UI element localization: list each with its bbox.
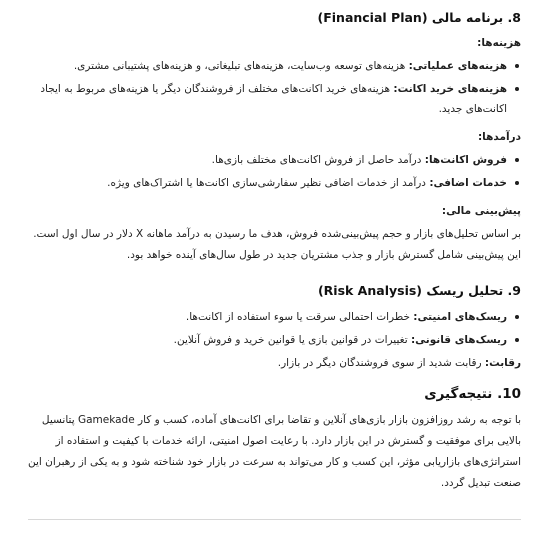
list-item [24,353,521,373]
item-label: ریسک‌های قانونی: [410,334,507,346]
item-text: هزینه‌های توسعه وب‌سایت، هزینه‌های تبلیغاتی، و هزینه‌های پشتیبانی مشتری. [73,60,409,72]
section-10-heading: 10. نتیجه‌گیری [424,386,521,402]
divider [28,519,521,520]
list-item [24,150,521,170]
item-label: ریسک‌های امنیتی: [413,311,507,323]
item-text: درآمد از خدمات اضافی نظیر سفارشی‌سازی اکانت‌ها یا اشتراک‌های ویژه. [107,177,430,189]
conclusion-paragraph: با توجه به رشد روزافزون بازار بازی‌های آنلاین و تقاضا برای اکانت‌های آماده، کسب و کار Gamekade پتانسیل بالایی برای موفقیت و گسترش در این بازار دارد. با رعایت اصول امنیتی، ارائه خدمات با کیفیت و استفاده از استراتژی‌های بازاریابی مؤثر، این کسب و کار می‌تواند به سرعت در بازار خود شناخته شود و به یکی از رهبران این صنعت تبدیل گردد. [28,414,521,489]
item-label: رقابت: [484,357,521,369]
item-text: رقابت شدید از سوی فروشندگان دیگر در بازار. [277,357,485,369]
item-text: خطرات احتمالی سرقت یا سوء استفاده از اکانت‌ها. [185,311,414,323]
risks-list [24,307,521,373]
list-item [24,307,521,327]
list-item [24,330,521,350]
list-item [24,79,521,119]
section-8-heading: 8. برنامه مالی (Financial Plan) [317,10,521,25]
section-9-heading: 9. تحلیل ریسک (Risk Analysis) [317,283,521,298]
item-text: هزینه‌های خرید اکانت‌های مختلف از فروشندگان دیگر یا هزینه‌های مربوط به ایجاد اکانت‌های جدید. [40,83,507,115]
income-heading: درآمدها: [477,131,521,143]
item-label: هزینه‌های خرید اکانت: [393,83,507,95]
forecast-paragraph: بر اساس تحلیل‌های بازار و حجم پیش‌بینی‌شده فروش، هدف ما رسیدن به درآمد ماهانه X دلار در سال اول است. این پیش‌بینی شامل گسترش بازار و جذب مشتریان جدید در طول سال‌های آینده خواهد بود. [33,228,521,261]
item-text: تغییرات در قوانین بازی یا قوانین خرید و فروش آنلاین. [173,334,411,346]
costs-list [24,56,521,119]
list-item [24,56,521,76]
item-text: درآمد حاصل از فروش اکانت‌های مختلف بازی‌ها. [211,154,425,166]
costs-heading: هزینه‌ها: [477,37,521,49]
item-label: فروش اکانت‌ها: [424,154,507,166]
item-label: خدمات اضافی: [429,177,507,189]
item-label: هزینه‌های عملیاتی: [408,60,507,72]
forecast-heading: پیش‌بینی مالی: [441,205,521,217]
list-item [24,173,521,193]
income-list [24,150,521,193]
